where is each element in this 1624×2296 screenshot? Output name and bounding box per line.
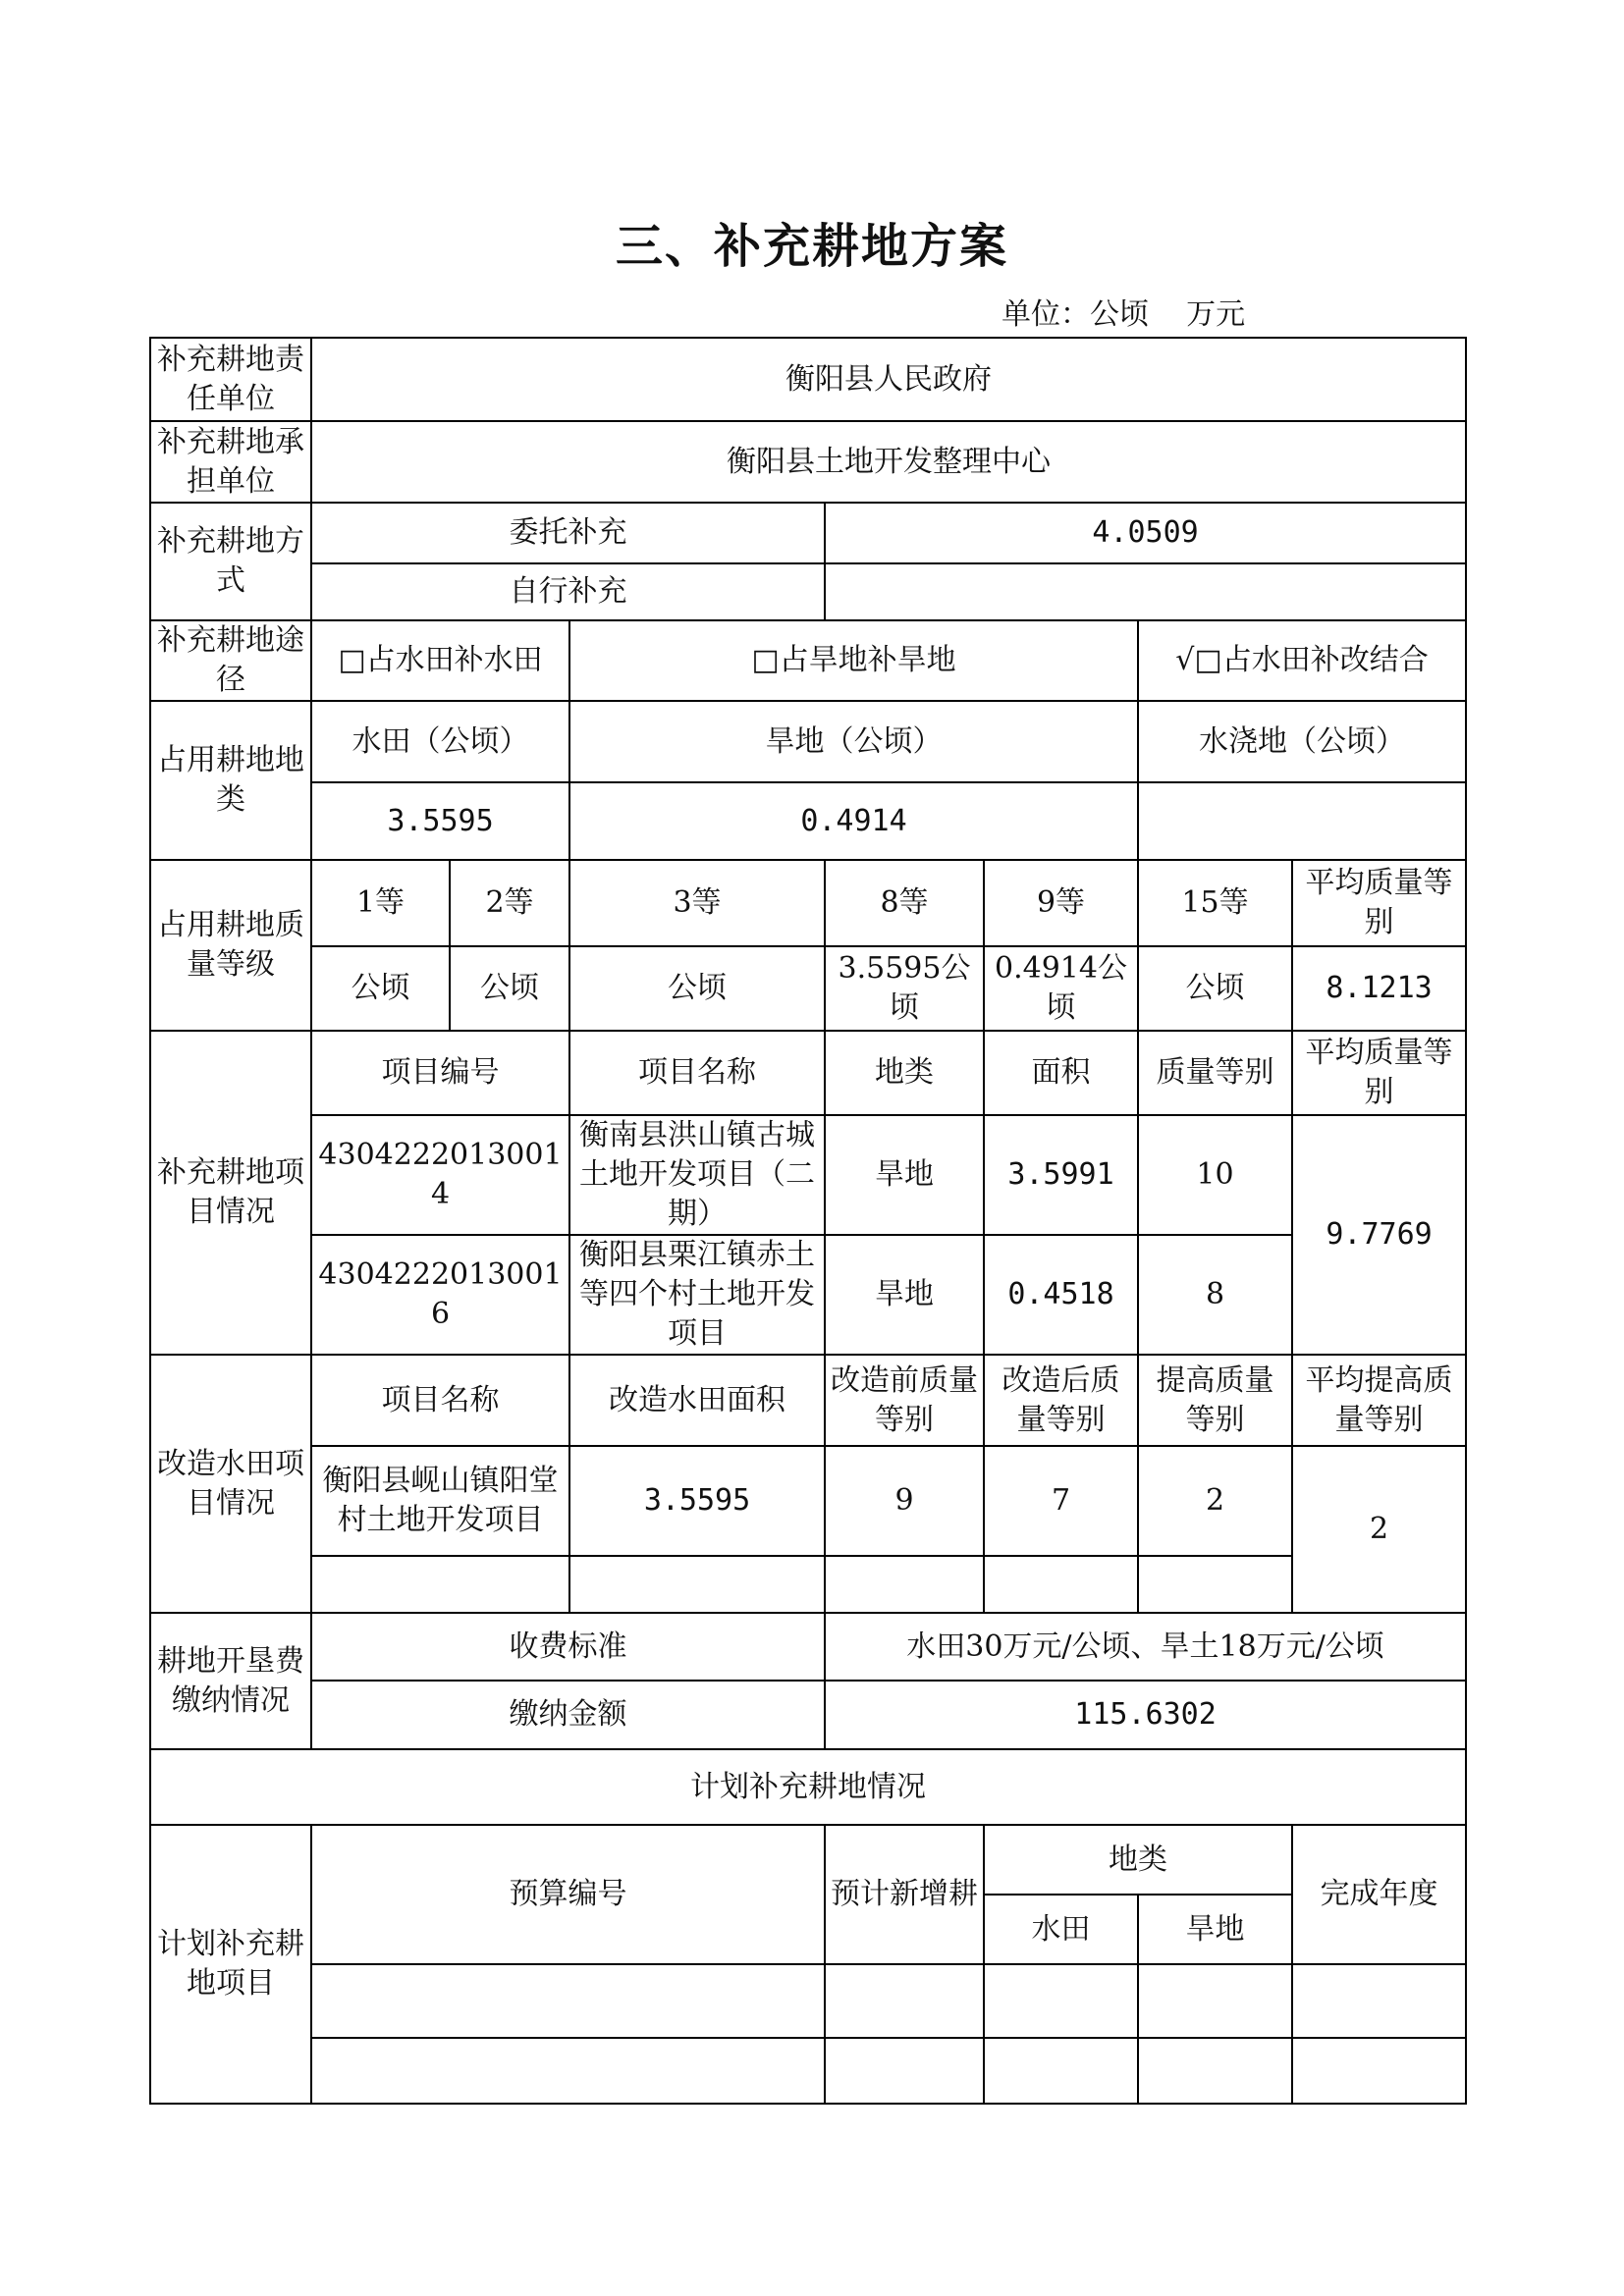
plan-dry	[1138, 1964, 1292, 2038]
supp-project-area: 3.5991	[984, 1115, 1138, 1235]
occupied-type-value: 3.5595	[311, 782, 569, 860]
grade-value: 公顷	[450, 946, 569, 1031]
reform-project-name	[311, 1556, 569, 1613]
reform-project-name: 衡阳县岘山镇阳堂村土地开发项目	[311, 1446, 569, 1556]
plan-header-year: 完成年度	[1292, 1825, 1466, 1964]
reform-area: 3.5595	[569, 1446, 825, 1556]
occupied-type-label: 占用耕地地类	[150, 701, 311, 860]
reform-header: 改造后质量等别	[984, 1355, 1138, 1446]
plan-header-code: 预算编号	[311, 1825, 825, 1964]
plan-year	[1292, 2038, 1466, 2104]
plan-code	[311, 2038, 825, 2104]
plan-header-dry: 旱地	[1138, 1895, 1292, 1964]
grade-value: 0.4914公顷	[984, 946, 1138, 1031]
plan-paddy	[984, 2038, 1138, 2104]
supplementary-farmland-form	[149, 337, 1467, 2105]
grade-header: 平均质量等别	[1292, 860, 1466, 946]
method-name: 自行补充	[311, 563, 825, 620]
responsible-label: 补充耕地责任单位	[150, 338, 311, 421]
supp-project-name: 衡阳县栗江镇赤土等四个村土地开发项目	[569, 1235, 825, 1355]
plan-code	[311, 1964, 825, 2038]
supp-project-average: 9.7769	[1292, 1115, 1466, 1355]
supp-project-grade: 10	[1138, 1115, 1292, 1235]
reform-grade-after	[984, 1556, 1138, 1613]
supp-header: 项目名称	[569, 1031, 825, 1115]
reform-grade-before	[825, 1556, 984, 1613]
approach-option-paddy: □占水田补水田	[311, 620, 569, 701]
approach-label: 补充耕地途径	[150, 620, 311, 701]
occupied-type-header: 水田（公顷）	[311, 701, 569, 782]
undertaker-label: 补充耕地承担单位	[150, 421, 311, 503]
reform-grade-before: 9	[825, 1446, 984, 1556]
reform-header: 改造前质量等别	[825, 1355, 984, 1446]
reform-grade-after: 7	[984, 1446, 1138, 1556]
reform-header: 提高质量等别	[1138, 1355, 1292, 1446]
fee-value: 水田30万元/公顷、旱土18万元/公顷	[825, 1613, 1466, 1681]
occupied-type-header: 旱地（公顷）	[569, 701, 1138, 782]
occupied-grade-label: 占用耕地质量等级	[150, 860, 311, 1031]
supp-project-code: 43042220130016	[311, 1235, 569, 1355]
reform-average-raise: 2	[1292, 1446, 1466, 1613]
method-value	[825, 563, 1466, 620]
supp-projects-label: 补充耕地项目情况	[150, 1031, 311, 1355]
approach-option-combined: √□占水田补改结合	[1138, 620, 1466, 701]
supp-header: 项目编号	[311, 1031, 569, 1115]
supp-project-type: 旱地	[825, 1115, 984, 1235]
grade-header: 1等	[311, 860, 450, 946]
plan-paddy	[984, 1964, 1138, 2038]
supp-header: 平均质量等别	[1292, 1031, 1466, 1115]
supp-header: 面积	[984, 1031, 1138, 1115]
supp-project-name: 衡南县洪山镇古城土地开发项目（二期）	[569, 1115, 825, 1235]
reform-grade-raise	[1138, 1556, 1292, 1613]
plan-header-new: 预计新增耕	[825, 1825, 984, 1964]
grade-average: 8.1213	[1292, 946, 1466, 1031]
method-label: 补充耕地方式	[150, 503, 311, 620]
fee-name: 收费标准	[311, 1613, 825, 1681]
plan-section-title: 计划补充耕地情况	[150, 1749, 1466, 1825]
occupied-type-value	[1138, 782, 1466, 860]
supp-header: 地类	[825, 1031, 984, 1115]
undertaker-value: 衡阳县土地开发整理中心	[311, 421, 1466, 503]
grade-header: 8等	[825, 860, 984, 946]
fee-label: 耕地开垦费缴纳情况	[150, 1613, 311, 1749]
grade-value: 3.5595公顷	[825, 946, 984, 1031]
reform-header: 平均提高质量等别	[1292, 1355, 1466, 1446]
fee-name: 缴纳金额	[311, 1681, 825, 1749]
supp-project-type: 旱地	[825, 1235, 984, 1355]
plan-header-paddy: 水田	[984, 1895, 1138, 1964]
reform-header: 改造水田面积	[569, 1355, 825, 1446]
method-name: 委托补充	[311, 503, 825, 563]
page-title: 三、补充耕地方案	[615, 219, 1008, 274]
grade-header: 15等	[1138, 860, 1292, 946]
supp-project-area: 0.4518	[984, 1235, 1138, 1355]
reform-label: 改造水田项目情况	[150, 1355, 311, 1613]
plan-header-land-type: 地类	[984, 1825, 1292, 1895]
method-value: 4.0509	[825, 503, 1466, 563]
grade-value: 公顷	[311, 946, 450, 1031]
unit-note: 单位：公顷 万元	[1001, 297, 1246, 332]
grade-value: 公顷	[1138, 946, 1292, 1031]
occupied-type-value: 0.4914	[569, 782, 1138, 860]
plan-dry	[1138, 2038, 1292, 2104]
supp-project-code: 43042220130014	[311, 1115, 569, 1235]
grade-header: 9等	[984, 860, 1138, 946]
grade-value: 公顷	[569, 946, 825, 1031]
approach-option-dry: □占旱地补旱地	[569, 620, 1138, 701]
fee-value: 115.6302	[825, 1681, 1466, 1749]
plan-year	[1292, 1964, 1466, 2038]
plan-label: 计划补充耕地项目	[150, 1825, 311, 2104]
plan-new	[825, 1964, 984, 2038]
supp-project-grade: 8	[1138, 1235, 1292, 1355]
reform-header: 项目名称	[311, 1355, 569, 1446]
supp-header: 质量等别	[1138, 1031, 1292, 1115]
reform-area	[569, 1556, 825, 1613]
grade-header: 3等	[569, 860, 825, 946]
responsible-value: 衡阳县人民政府	[311, 338, 1466, 421]
plan-new	[825, 2038, 984, 2104]
grade-header: 2等	[450, 860, 569, 946]
occupied-type-header: 水浇地（公顷）	[1138, 701, 1466, 782]
reform-grade-raise: 2	[1138, 1446, 1292, 1556]
